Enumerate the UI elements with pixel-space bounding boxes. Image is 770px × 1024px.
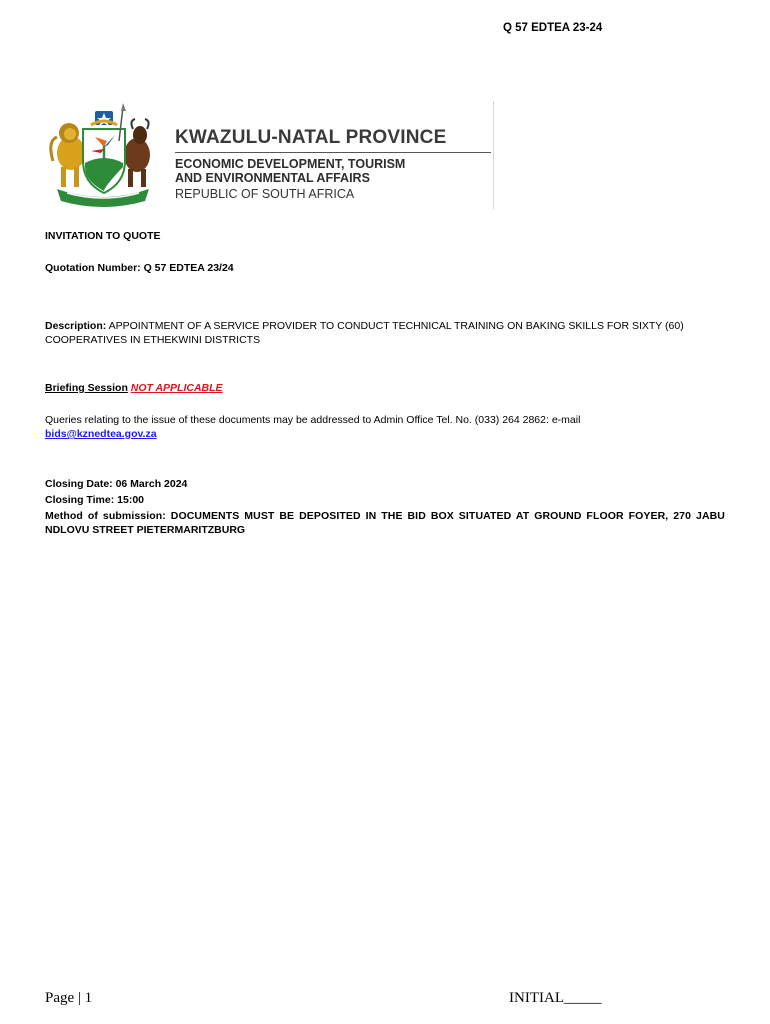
briefing-value: NOT APPLICABLE (130, 382, 223, 394)
letterhead-rule (175, 152, 491, 153)
letterhead-text (175, 127, 493, 202)
letterhead-divider (493, 101, 494, 209)
method-line-1: Method of submission: DOCUMENTS MUST BE DEPOSITED IN THE BID BOX SITUATED AT GROUND FLOOR FOYER, 270 JABU (45, 510, 725, 522)
description-label: Description: (45, 320, 107, 332)
queries-paragraph (45, 413, 735, 441)
description (45, 319, 735, 347)
closing-date: Closing Date: 06 March 2024 (45, 478, 188, 490)
briefing-session (45, 381, 223, 395)
email-link[interactable]: bids@kznedtea.gov.za (45, 428, 157, 440)
country-name: REPUBLIC OF SOUTH AFRICA (175, 187, 355, 201)
document-reference: Q 57 EDTEA 23-24 (503, 22, 603, 34)
briefing-label: Briefing Session (45, 382, 128, 394)
queries-text: Queries relating to the issue of these documents may be addressed to Admin Office Tel. No. (033) 264 2862: e-mail (45, 414, 581, 426)
quotation-number: Quotation Number: Q 57 EDTEA 23/24 (45, 262, 234, 274)
description-text-line-1: APPOINTMENT OF A SERVICE PROVIDER TO CONDUCT TECHNICAL TRAINING ON BAKING SKILLS FOR SIXTY (60) (108, 320, 684, 332)
department-line-2: AND ENVIRONMENTAL AFFAIRS (175, 171, 370, 185)
document-title: INVITATION TO QUOTE (45, 230, 161, 242)
description-text-line-2: COOPERATIVES IN ETHEKWINI DISTRICTS (45, 334, 261, 346)
page-number: Page | 1 (45, 990, 93, 1006)
coat-of-arms-icon (45, 101, 161, 209)
method-line-2: NDLOVU STREET PIETERMARITZBURG (45, 524, 246, 536)
method-of-submission (45, 509, 725, 537)
letterhead (45, 101, 493, 209)
initial-field: INITIAL_____ (509, 990, 602, 1006)
department-line-1: ECONOMIC DEVELOPMENT, TOURISM (175, 157, 406, 171)
province-name: KWAZULU-NATAL PROVINCE (175, 127, 447, 148)
closing-time: Closing Time: 15:00 (45, 494, 145, 506)
